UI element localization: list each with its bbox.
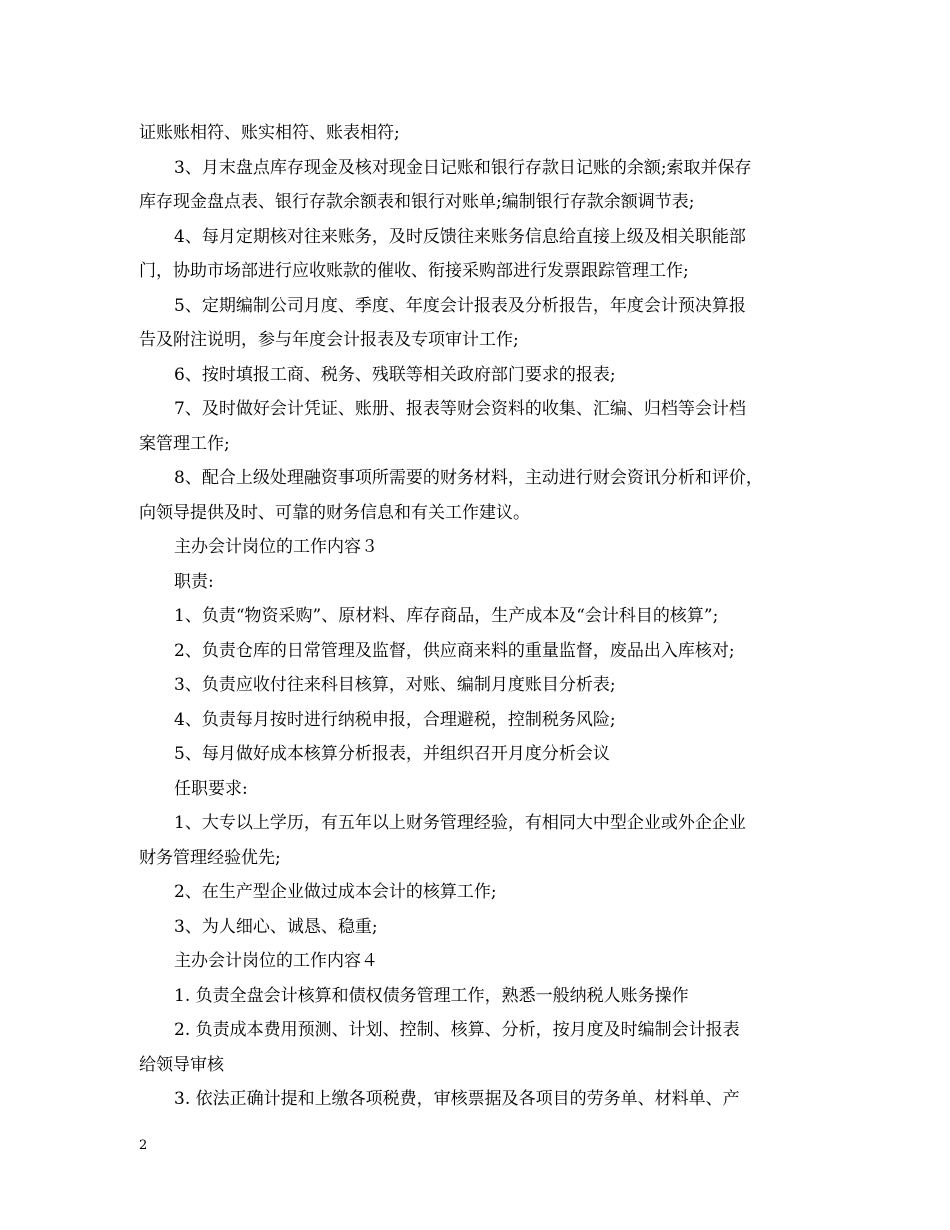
text-line: 1、大专以上学历，有五年以上财务管理经验，有相同大中型企业或外企企业 <box>174 813 746 833</box>
text-line: 2. 负责成本费用预测、计划、控制、核算、分析，按月度及时编制会计报表 <box>174 1020 740 1040</box>
text-line: 6、按时填报工商、税务、残联等相关政府部门要求的报表; <box>174 364 616 385</box>
text-line: 8、配合上级处理融资事项所需要的财务材料，主动进行财会资讯分析和评价， <box>174 468 763 488</box>
text-line: 2、在生产型企业做过成本会计的核算工作; <box>174 882 497 902</box>
text-line: 3、为人细心、诚恳、稳重; <box>174 916 378 937</box>
text-line: 4、负责每月按时进行纳税申报，合理避税，控制税务风险; <box>174 709 616 730</box>
text-line: 主办会计岗位的工作内容４ <box>174 951 378 971</box>
text-line: 4、每月定期核对往来账务，及时反馈往来账务信息给直接上级及相关职能部 <box>174 226 746 247</box>
text-line: 5、每月做好成本核算分析报表，并组织召开月度分析会议 <box>174 744 610 764</box>
text-line: 主办会计岗位的工作内容３ <box>174 537 378 557</box>
page-number: 2 <box>139 1138 148 1153</box>
text-line: 财务管理经验优先; <box>139 847 281 868</box>
text-line: 任职要求: <box>174 778 248 799</box>
text-line: 2、负责仓库的日常管理及监督，供应商来料的重量监督，废品出入库核对; <box>174 640 735 661</box>
text-line: 1、负责“物资采购”、原材料、库存商品，生产成本及“会计科目的核算”; <box>174 606 719 626</box>
text-line: 5、定期编制公司月度、季度、年度会计报表及分析报告，年度会计预决算报 <box>174 295 746 316</box>
text-line: 职责: <box>174 571 214 592</box>
text-line: 告及附注说明，参与年度会计报表及专项审计工作; <box>139 330 519 350</box>
text-line: 向领导提供及时、可靠的财务信息和有关工作建议。 <box>139 502 530 523</box>
text-line: 证账账相符、账实相符、账表相符; <box>139 123 400 143</box>
text-line: 3、月末盘点库存现金及核对现金日记账和银行存款日记账的余额;索取并保存 <box>174 157 752 178</box>
text-line: 1. 负责全盘会计核算和债权债务管理工作，熟悉一般纳税人账务操作 <box>174 985 689 1006</box>
text-line: 3、负责应收付往来科目核算，对账、编制月度账目分析表; <box>174 675 616 695</box>
text-line: 库存现金盘点表、银行存款余额表和银行对账单;编制银行存款余额调节表; <box>139 192 695 212</box>
text-line: 案管理工作; <box>139 433 230 454</box>
text-line: 3. 依法正确计提和上缴各项税费，审核票据及各项目的劳务单、材料单、产 <box>174 1089 740 1109</box>
text-line: 7、及时做好会计凭证、账册、报表等财会资料的收集、汇编、归档等会计档 <box>174 399 746 419</box>
text-line: 给领导审核 <box>139 1054 224 1075</box>
text-line: 门，协助市场部进行应收账款的催收、衔接采购部进行发票跟踪管理工作; <box>139 261 689 281</box>
document-body <box>139 116 829 1117</box>
